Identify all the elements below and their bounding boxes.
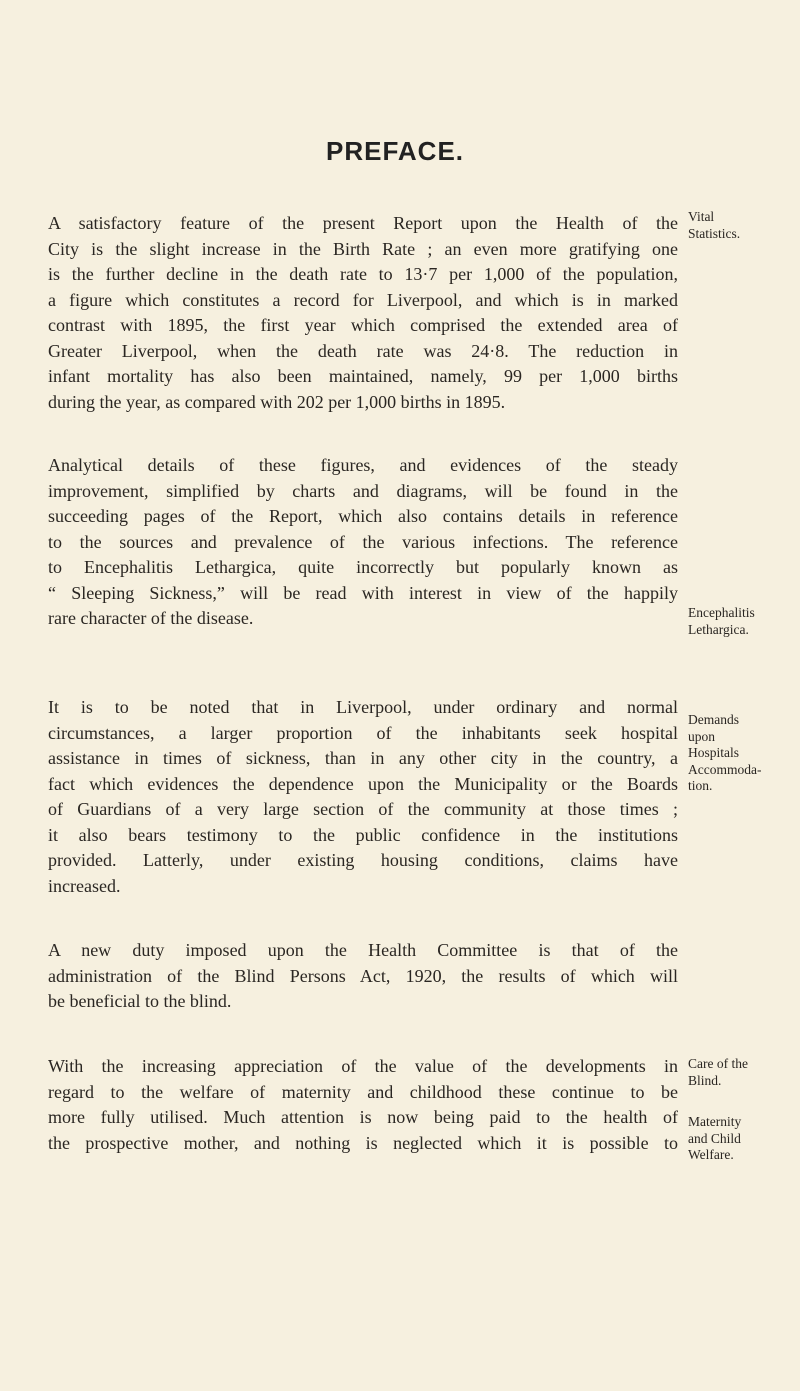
margin-note-line: Blind.: [688, 1072, 722, 1088]
paragraph-line: With the increasing appreciation of the value of the developments in: [48, 1056, 678, 1076]
paragraph-line: be beneficial to the blind.: [48, 991, 232, 1011]
margin-note-line: Lethargica.: [688, 621, 749, 637]
margin-note-line: tion.: [688, 778, 713, 793]
margin-note-line: Accommoda-: [688, 761, 762, 777]
margin-note-line: Care of the: [688, 1056, 748, 1071]
paragraph-line: it also bears testimony to the public confidence in the institutions: [48, 824, 678, 845]
paragraph-line: A new duty imposed upon the Health Committee is that of the: [48, 940, 678, 960]
margin-note: [688, 1056, 748, 1089]
margin-note-line: Demands: [688, 712, 739, 727]
margin-note: [688, 712, 761, 795]
margin-note: [688, 1114, 741, 1164]
margin-note: [688, 605, 755, 638]
paragraph-line: rare character of the disease.: [48, 608, 254, 628]
paragraph-line: “ Sleeping Sickness,” will be read with interest in view of the happily: [48, 582, 678, 603]
paragraph-line: contrast with 1895, the first year which comprised the extended area of: [48, 315, 678, 335]
paragraph-line: of Guardians of a very large section of the community at those times ;: [48, 799, 678, 819]
paragraph-line: infant mortality has also been maintained, namely, 99 per 1,000 births: [48, 366, 678, 386]
paragraph-line: circumstances, a larger proportion of the inhabitants seek hospital: [48, 722, 678, 743]
margin-note-line: and Child: [688, 1130, 741, 1146]
margin-note-line: Encephalitis: [688, 605, 755, 620]
paragraph-line: during the year, as compared with 202 per 1,000 births in 1895.: [48, 391, 506, 412]
paragraph-line: to Encephalitis Lethargica, quite incorrectly but popularly known as: [48, 557, 678, 577]
paragraph-line: regard to the welfare of maternity and childhood these continue to be: [48, 1081, 678, 1102]
paragraph-line: provided. Latterly, under existing housing conditions, claims have: [48, 850, 678, 870]
margin-note-line: Hospitals: [688, 745, 740, 760]
paragraph-line: to the sources and prevalence of the various infections. The reference: [48, 531, 678, 552]
paragraph-line: City is the slight increase in the Birth Rate ; an even more gratifying one: [48, 238, 678, 259]
page-title: PREFACE.: [325, 136, 465, 166]
paragraph-line: a figure which constitutes a record for Liverpool, and which is in marked: [48, 289, 678, 310]
margin-note-line: Maternity: [688, 1114, 742, 1129]
paragraph-line: It is to be noted that in Liverpool, under ordinary and normal: [48, 697, 678, 717]
paragraph-line: A satisfactory feature of the present Report upon the Health of the: [48, 213, 678, 233]
margin-note: [688, 209, 740, 242]
paragraph-line: more fully utilised. Much attention is now being paid to the health of: [48, 1107, 678, 1127]
paragraph-line: the prospective mother, and nothing is neglected which it is possible to: [48, 1132, 678, 1153]
margin-note-line: Welfare.: [688, 1147, 734, 1162]
paragraph-line: assistance in times of sickness, than in any other city in the country, a: [48, 748, 678, 768]
paragraph-line: Greater Liverpool, when the death rate was 24·8. The reduction in: [48, 340, 678, 361]
paragraph-line: succeeding pages of the Report, which also contains details in reference: [48, 506, 678, 526]
paragraph-line: is the further decline in the death rate to 13·7 per 1,000 of the population,: [48, 264, 678, 284]
margin-note-line: Vital: [688, 209, 715, 224]
paragraph-line: fact which evidences the dependence upon the Municipality or the Boards: [48, 773, 678, 794]
paragraph-line: improvement, simplified by charts and diagrams, will be found in the: [48, 480, 678, 501]
paragraph-line: Analytical details of these figures, and evidences of the steady: [48, 455, 678, 475]
paragraph-line: administration of the Blind Persons Act, 1920, the results of which will: [48, 965, 678, 986]
paragraph-line: increased.: [48, 875, 121, 896]
margin-note-line: Statistics.: [688, 225, 741, 241]
margin-note-line: upon: [688, 728, 715, 744]
